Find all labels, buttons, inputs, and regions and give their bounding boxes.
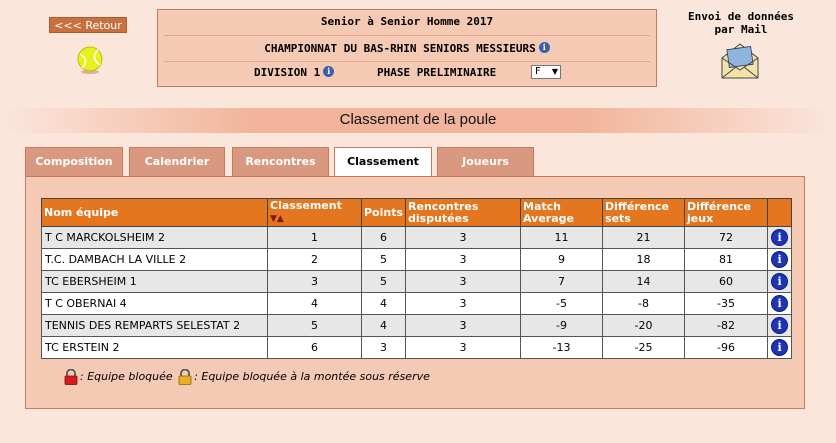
col-points: Points <box>362 199 406 227</box>
col-played: Rencontres disputées <box>406 199 521 227</box>
diff-sets-value: 21 <box>603 227 685 249</box>
diff-sets-value: 18 <box>603 249 685 271</box>
diff-games-value: -96 <box>685 337 768 359</box>
points-value: 4 <box>362 293 406 315</box>
col-match-average: Match Average <box>521 199 603 227</box>
info-cell <box>768 271 792 293</box>
phase-label: PHASE PRELIMINAIRE <box>377 66 497 79</box>
envelope-icon[interactable] <box>720 40 760 80</box>
back-button[interactable]: <<< Retour <box>49 17 127 33</box>
col-info <box>768 199 792 227</box>
match-average-value: -5 <box>521 293 603 315</box>
match-average-value: 9 <box>521 249 603 271</box>
team-name: T C OBERNAI 4 <box>42 293 268 315</box>
match-average-value: -13 <box>521 337 603 359</box>
info-icon[interactable]: i <box>539 42 550 53</box>
diff-games-value: 60 <box>685 271 768 293</box>
diff-games-value: 81 <box>685 249 768 271</box>
championship-name: CHAMPIONNAT DU BAS-RHIN SENIORS MESSIEURS <box>264 42 536 55</box>
legend-blocked: : Equipe bloquée <box>80 370 173 383</box>
tab-calendrier[interactable]: Calendrier <box>129 147 225 176</box>
col-rank-label: Classement <box>270 199 342 212</box>
ranking-table <box>41 198 792 359</box>
table-row <box>42 293 792 315</box>
rank-value: 6 <box>268 337 362 359</box>
table-row <box>42 315 792 337</box>
rank-value: 2 <box>268 249 362 271</box>
competition-header <box>157 9 657 87</box>
played-value: 3 <box>406 271 521 293</box>
info-cell <box>768 293 792 315</box>
team-name: TC ERSTEIN 2 <box>42 337 268 359</box>
table-header-row <box>42 199 792 227</box>
team-name: T C MARCKOLSHEIM 2 <box>42 227 268 249</box>
mail-export-title[interactable] <box>676 10 806 36</box>
info-icon[interactable]: i <box>771 273 788 290</box>
division-info-icon[interactable]: i <box>323 66 334 77</box>
diff-games-value: -82 <box>685 315 768 337</box>
match-average-value: 7 <box>521 271 603 293</box>
points-value: 3 <box>362 337 406 359</box>
rank-value: 5 <box>268 315 362 337</box>
info-icon[interactable]: i <box>771 295 788 312</box>
division-label <box>254 66 334 79</box>
match-average-value: -9 <box>521 315 603 337</box>
red-lock-icon <box>64 369 78 385</box>
team-name: TC EBERSHEIM 1 <box>42 271 268 293</box>
info-icon[interactable]: i <box>771 317 788 334</box>
points-value: 5 <box>362 249 406 271</box>
info-cell <box>768 249 792 271</box>
mail-title-line1: Envoi de données <box>688 10 794 23</box>
page-title: Classement de la poule <box>339 111 497 128</box>
table-row <box>42 227 792 249</box>
points-value: 6 <box>362 227 406 249</box>
table-row <box>42 337 792 359</box>
col-diff-sets: Différence sets <box>603 199 685 227</box>
ranking-panel <box>25 176 805 409</box>
col-diff-games: Différence jeux <box>685 199 768 227</box>
diff-sets-value: -25 <box>603 337 685 359</box>
info-cell <box>768 337 792 359</box>
played-value: 3 <box>406 315 521 337</box>
tab-joueurs[interactable]: Joueurs <box>437 147 534 176</box>
mail-title-line2: par Mail <box>714 23 768 36</box>
tennis-ball-icon <box>76 46 104 74</box>
legend <box>62 369 430 385</box>
played-value: 3 <box>406 227 521 249</box>
competition-title: Senior à Senior Homme 2017 <box>320 15 494 28</box>
chevron-down-icon: ▼ <box>551 67 558 76</box>
table-row <box>42 271 792 293</box>
info-icon[interactable]: i <box>771 251 788 268</box>
match-average-value: 11 <box>521 227 603 249</box>
phase-select-value: F <box>535 66 541 77</box>
yellow-lock-icon <box>178 369 192 385</box>
legend-blocked-reserve: : Equipe bloquée à la montée sous réserve <box>194 370 430 383</box>
rank-value: 4 <box>268 293 362 315</box>
team-name: TENNIS DES REMPARTS SELESTAT 2 <box>42 315 268 337</box>
diff-games-value: 72 <box>685 227 768 249</box>
division-text: DIVISION 1 <box>254 66 321 79</box>
points-value: 5 <box>362 271 406 293</box>
diff-games-value: -35 <box>685 293 768 315</box>
tab-rencontres[interactable]: Rencontres <box>232 147 329 176</box>
points-value: 4 <box>362 315 406 337</box>
rank-value: 3 <box>268 271 362 293</box>
played-value: 3 <box>406 249 521 271</box>
col-team: Nom équipe <box>42 199 268 227</box>
sort-icon[interactable]: ▼▲ <box>270 214 284 224</box>
tab-classement[interactable]: Classement <box>334 147 432 178</box>
diff-sets-value: 14 <box>603 271 685 293</box>
tab-composition[interactable]: Composition <box>25 147 123 176</box>
info-icon[interactable]: i <box>771 229 788 246</box>
info-cell <box>768 227 792 249</box>
phase-select[interactable] <box>531 65 561 79</box>
played-value: 3 <box>406 293 521 315</box>
played-value: 3 <box>406 337 521 359</box>
rank-value: 1 <box>268 227 362 249</box>
diff-sets-value: -8 <box>603 293 685 315</box>
info-icon[interactable]: i <box>771 339 788 356</box>
team-name: T.C. DAMBACH LA VILLE 2 <box>42 249 268 271</box>
col-rank[interactable] <box>268 199 362 227</box>
page-title-band <box>0 108 836 133</box>
diff-sets-value: -20 <box>603 315 685 337</box>
info-cell <box>768 315 792 337</box>
table-row <box>42 249 792 271</box>
